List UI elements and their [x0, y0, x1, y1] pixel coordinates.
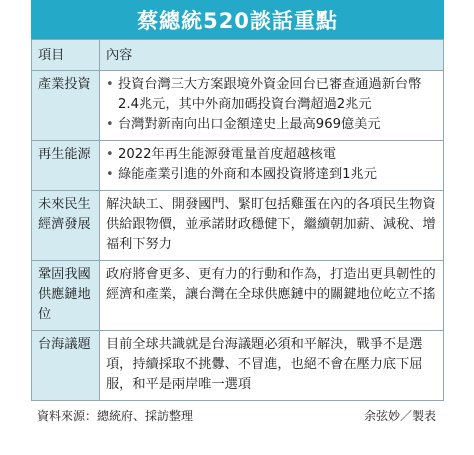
table-row [32, 141, 444, 191]
bullet-item [106, 165, 437, 185]
author-credit: 余弦妙／製表 [363, 409, 436, 423]
table-row [32, 191, 444, 261]
row-content: 解決缺工、開發國門、緊盯包括雞蛋在內的各項民生物資供給跟物價，並承諾財政穩健下，繼續朝加薪、減稅、增福利下努力 [100, 191, 444, 261]
row-label: 再生能源 [32, 141, 100, 191]
table-row [32, 71, 444, 141]
row-label: 鞏固我國供應鏈地位 [32, 261, 100, 331]
row-content [100, 71, 444, 141]
infographic-title: 蔡總統520談話重點 [31, 0, 444, 39]
table-row [32, 261, 444, 331]
bullet-text: 綠能產業引進的外商和本國投資將達到1兆元 [118, 167, 377, 182]
infographic-card [31, 0, 444, 455]
row-label: 台海議題 [32, 331, 100, 401]
row-content: 政府將會更多、更有力的行動和作為，打造出更具韌性的經濟和產業，讓台灣在全球供應鏈中的關鍵地位屹立不搖 [100, 261, 444, 331]
bullet-item [106, 145, 437, 165]
bullet-text: 2022年再生能源發電量首度超越核電 [118, 147, 337, 162]
row-content [100, 141, 444, 191]
row-content: 目前全球共識就是台海議題必須和平解決，戰爭不是選項，持續採取不挑釁、不冒進，也絕不會在壓力底下屈服，和平是兩岸唯一選項 [100, 331, 444, 401]
source-note: 資料來源：總統府、採訪整理 [37, 409, 194, 423]
table-row [32, 331, 444, 401]
footer [31, 401, 444, 424]
summary-table [31, 39, 444, 401]
row-label: 未來民生經濟發展 [32, 191, 100, 261]
header-content: 內容 [100, 40, 444, 71]
bullet-icon: • [106, 77, 114, 92]
bullet-item [106, 115, 437, 135]
bullet-icon: • [106, 117, 114, 132]
bullet-text: 台灣對新南向出口金額達史上最高969億美元 [118, 117, 381, 132]
bullet-icon: • [106, 147, 114, 162]
bullet-icon: • [106, 167, 114, 182]
bullet-text: 投資台灣三大方案跟境外資金回台已審查通過新台幣2.4兆元，其中外商加碼投資台灣超過2兆元 [118, 77, 422, 112]
header-item: 項目 [32, 40, 100, 71]
row-label: 產業投資 [32, 71, 100, 141]
bullet-item [106, 75, 437, 115]
table-header-row [32, 40, 444, 71]
